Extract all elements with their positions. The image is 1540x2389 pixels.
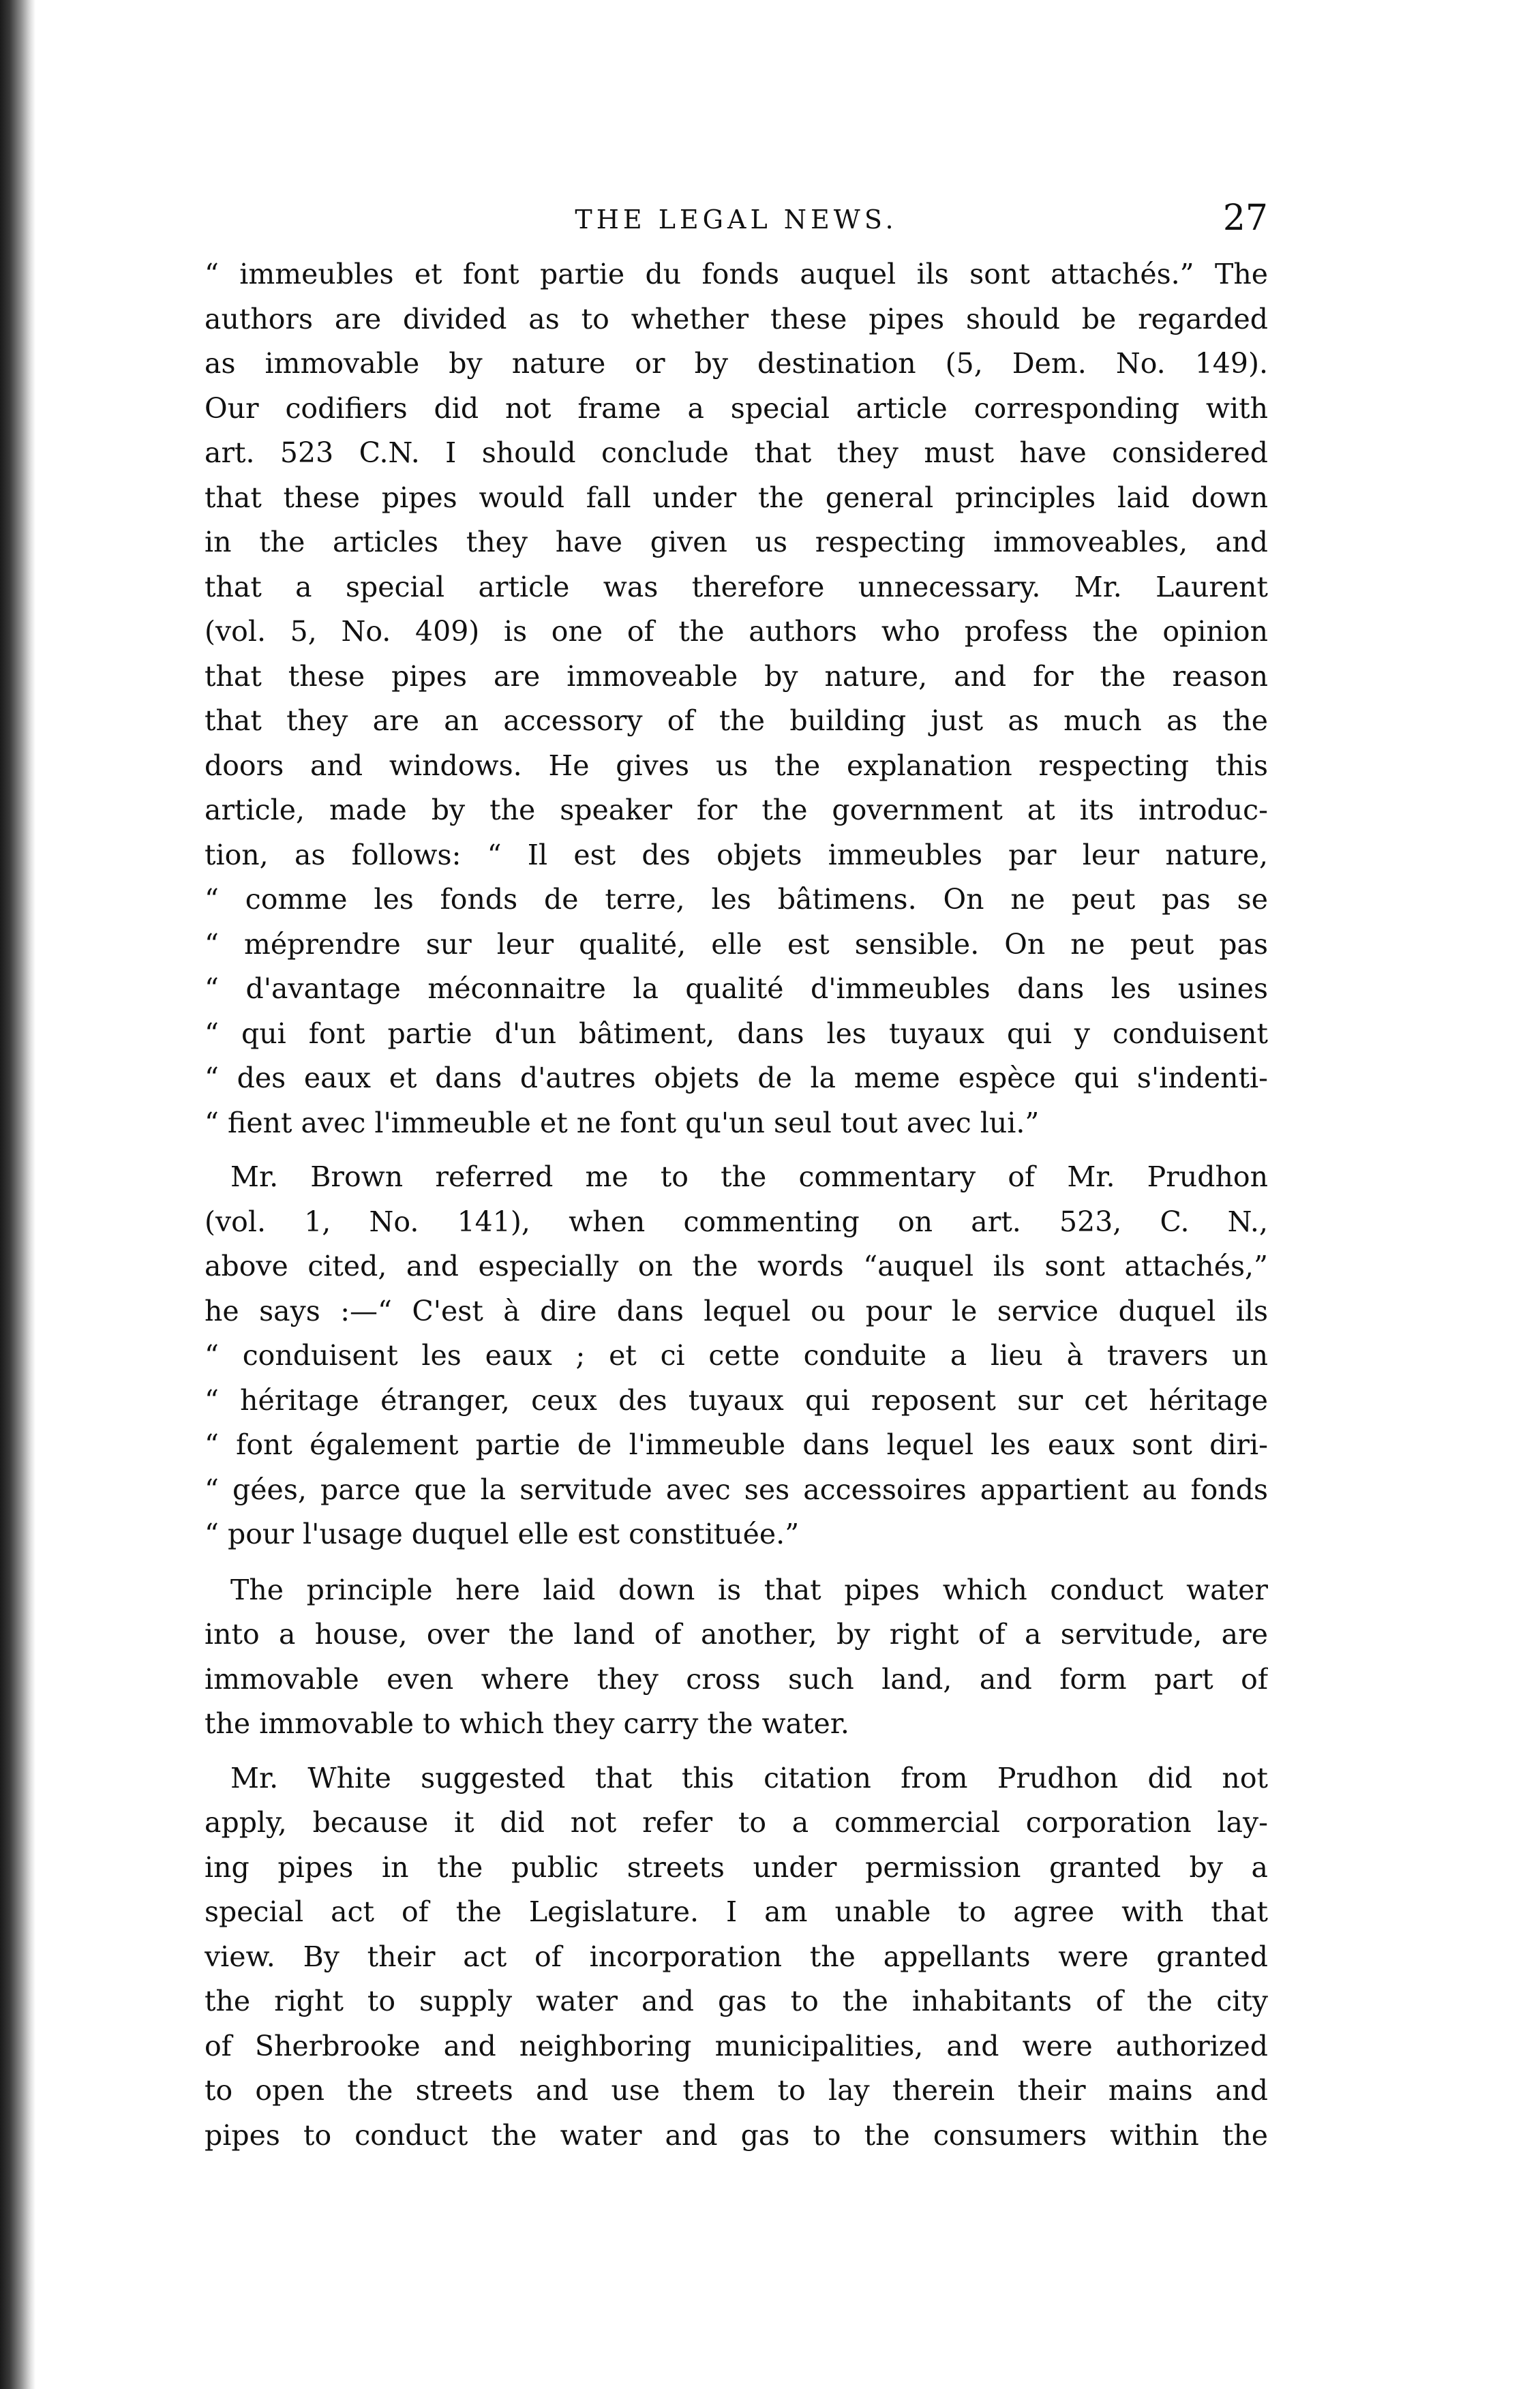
text-line: “ méprendre sur leur qualité, elle est sensible. On ne peut pas bbox=[205, 927, 1268, 961]
paragraph bbox=[205, 252, 1268, 1145]
text-line: of Sherbrooke and neighboring municipalities, and were authorized bbox=[205, 2029, 1268, 2062]
text-line: “ des eaux et dans d'autres objets de la meme espèce qui s'indenti- bbox=[205, 1062, 1268, 1094]
text-line: article, made by the speaker for the government at its introduc- bbox=[205, 794, 1268, 826]
text-line: that a special article was therefore unnecessary. Mr. Laurent bbox=[205, 570, 1268, 603]
text-line: ing pipes in the public streets under permission granted by a bbox=[205, 1850, 1268, 1884]
text-line: tion, as follows: “ Il est des objets immeubles par leur nature, bbox=[205, 838, 1268, 871]
text-line: Mr. White suggested that this citation from Prudhon did not bbox=[230, 1761, 1268, 1794]
text-line: (vol. 5, No. 409) is one of the authors who profess the opinion bbox=[205, 615, 1268, 648]
running-head bbox=[205, 198, 1268, 252]
text-line: that these pipes would fall under the general principles laid down bbox=[205, 481, 1268, 514]
text-line: view. By their act of incorporation the appellants were granted bbox=[205, 1940, 1268, 1973]
page-number: 27 bbox=[1222, 198, 1268, 239]
text-line: the immovable to which they carry the water. bbox=[205, 1707, 849, 1740]
text-line: (vol. 1, No. 141), when commenting on art. 523, C. N., bbox=[205, 1205, 1268, 1238]
text-line: “ pour l'usage duquel elle est constituée.” bbox=[205, 1518, 800, 1550]
text-line: doors and windows. He gives us the explanation respecting this bbox=[205, 749, 1268, 782]
document-page bbox=[205, 198, 1268, 2158]
text-line: “ gées, parce que la servitude avec ses accessoires appartient au fonds bbox=[205, 1473, 1268, 1506]
text-line: “ immeubles et font partie du fonds auquel ils sont attachés.” The bbox=[205, 258, 1268, 290]
text-line: he says :—“ C'est à dire dans lequel ou pour le service duquel ils bbox=[205, 1294, 1268, 1327]
text-line: that they are an accessory of the building just as much as the bbox=[205, 704, 1268, 737]
text-line: special act of the Legislature. I am unable to agree with that bbox=[205, 1895, 1268, 1928]
text-line: to open the streets and use them to lay therein their mains and bbox=[205, 2074, 1268, 2107]
text-line: “ conduisent les eaux ; et ci cette conduite a lieu à travers un bbox=[205, 1339, 1268, 1372]
paragraph bbox=[205, 1155, 1268, 1557]
text-line: that these pipes are immoveable by nature, and for the reason bbox=[205, 659, 1268, 693]
text-line: authors are divided as to whether these pipes should be regarded bbox=[205, 302, 1268, 335]
text-line: “ qui font partie d'un bâtiment, dans les tuyaux qui y conduisent bbox=[205, 1017, 1268, 1050]
text-line: “ héritage étranger, ceux des tuyaux qui reposent sur cet héritage bbox=[205, 1383, 1268, 1417]
text-line: The principle here laid down is that pipes which conduct water bbox=[230, 1573, 1268, 1606]
running-title: THE LEGAL NEWS. bbox=[575, 205, 898, 235]
text-line: art. 523 C.N. I should conclude that they must have considered bbox=[205, 436, 1268, 469]
text-line: “ d'avantage méconnaitre la qualité d'immeubles dans les usines bbox=[205, 972, 1268, 1005]
text-line: “ comme les fonds de terre, les bâtimens. On ne peut pas se bbox=[205, 883, 1268, 916]
text-line: as immovable by nature or by destination (5, Dem. No. 149). bbox=[205, 347, 1268, 380]
text-line: “ font également partie de l'immeuble dans lequel les eaux sont diri- bbox=[205, 1428, 1268, 1461]
text-line: above cited, and especially on the words “auquel ils sont attachés,” bbox=[205, 1250, 1268, 1282]
text-line: pipes to conduct the water and gas to the consumers within the bbox=[205, 2118, 1268, 2152]
text-line: into a house, over the land of another, by right of a servitude, are bbox=[205, 1618, 1268, 1651]
page-binding-edge bbox=[0, 0, 35, 2389]
text-line: “ fient avec l'immeuble et ne font qu'un seul tout avec lui.” bbox=[205, 1106, 1040, 1139]
text-line: apply, because it did not refer to a commercial corporation lay- bbox=[205, 1806, 1268, 1839]
paragraph bbox=[205, 1756, 1268, 2159]
text-line: immovable even where they cross such land, and form part of bbox=[205, 1662, 1268, 1696]
text-line: Our codifiers did not frame a special article corresponding with bbox=[205, 391, 1268, 425]
text-line: Mr. Brown referred me to the commentary of Mr. Prudhon bbox=[230, 1160, 1268, 1193]
text-line: in the articles they have given us respecting immoveables, and bbox=[205, 526, 1268, 558]
body-text bbox=[205, 252, 1268, 2158]
text-line: the right to supply water and gas to the inhabitants of the city bbox=[205, 1985, 1268, 2017]
paragraph bbox=[205, 1568, 1268, 1747]
